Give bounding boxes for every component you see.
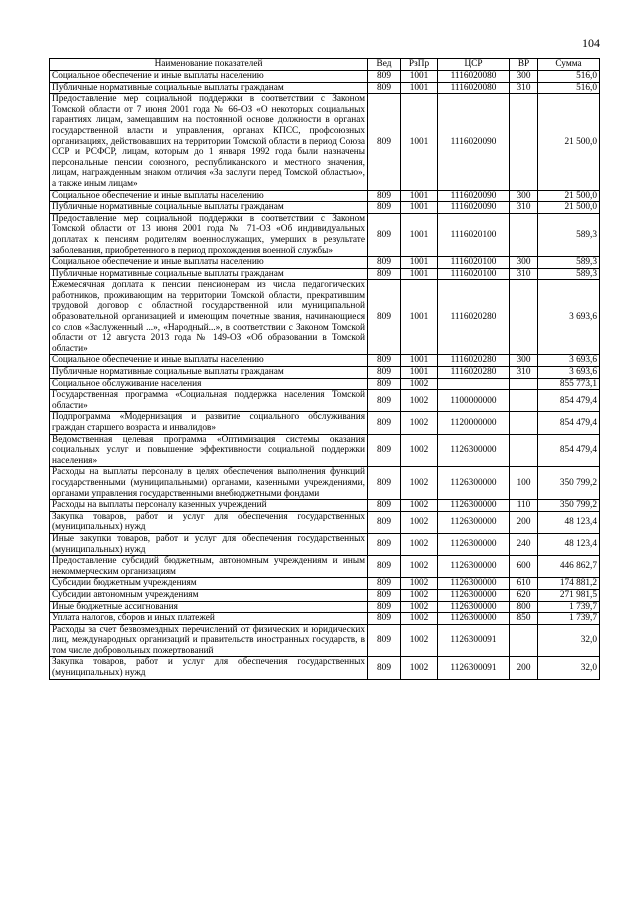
row-ved: 809 <box>368 578 401 590</box>
row-name: Социальное обеспечение и иные выплаты населению <box>50 355 368 367</box>
row-sum: 1 739,7 <box>538 601 600 613</box>
row-ved: 809 <box>368 500 401 512</box>
row-csr: 1120000000 <box>438 412 510 434</box>
row-rzpr: 1002 <box>401 434 438 467</box>
row-rzpr: 1002 <box>401 533 438 555</box>
row-ved: 809 <box>368 367 401 379</box>
row-ved: 809 <box>368 257 401 269</box>
table-row <box>50 657 600 679</box>
row-ved: 809 <box>368 390 401 412</box>
row-name: Подпрограмма «Модернизация и развитие социального обслуживания граждан старшего возраста и инвалидов» <box>50 412 368 434</box>
row-ved: 809 <box>368 280 401 355</box>
row-csr: 1126300000 <box>438 589 510 601</box>
row-csr: 1126300000 <box>438 613 510 625</box>
row-vr <box>510 213 538 256</box>
row-rzpr: 1001 <box>401 355 438 367</box>
row-rzpr: 1001 <box>401 94 438 190</box>
table-row <box>50 82 600 94</box>
row-ved: 809 <box>368 412 401 434</box>
row-ved: 809 <box>368 434 401 467</box>
row-ved: 809 <box>368 624 401 657</box>
budget-table <box>49 58 600 680</box>
row-ved: 809 <box>368 202 401 214</box>
row-rzpr: 1001 <box>401 71 438 83</box>
row-sum: 21 500,0 <box>538 94 600 190</box>
row-rzpr: 1002 <box>401 511 438 533</box>
row-vr: 300 <box>510 190 538 202</box>
row-rzpr: 1002 <box>401 500 438 512</box>
row-csr: 1116020280 <box>438 280 510 355</box>
row-sum: 1 739,7 <box>538 613 600 625</box>
row-rzpr: 1002 <box>401 601 438 613</box>
row-vr: 110 <box>510 500 538 512</box>
row-vr: 240 <box>510 533 538 555</box>
row-csr: 1116020100 <box>438 257 510 269</box>
row-name: Субсидии автономным учреждениям <box>50 589 368 601</box>
table-row <box>50 71 600 83</box>
row-rzpr: 1002 <box>401 556 438 578</box>
row-name: Расходы на выплаты персоналу в целях обеспечения выполнения функций государственными (муниципальными) органами, казенными учреждениями, органами управления государственными внебюджетными фондами <box>50 467 368 500</box>
column-header-csr: ЦСР <box>438 59 510 71</box>
row-ved: 809 <box>368 213 401 256</box>
row-vr: 310 <box>510 367 538 379</box>
row-csr: 1116020100 <box>438 213 510 256</box>
row-rzpr: 1002 <box>401 657 438 679</box>
row-ved: 809 <box>368 378 401 390</box>
row-rzpr: 1001 <box>401 82 438 94</box>
row-rzpr: 1001 <box>401 257 438 269</box>
table-row <box>50 202 600 214</box>
row-rzpr: 1001 <box>401 280 438 355</box>
row-name: Расходы за счет безвозмездных перечислений от физических и юридических лиц, международных организаций и правительств иностранных государств, в том числе добровольных пожертвований <box>50 624 368 657</box>
row-name: Публичные нормативные социальные выплаты гражданам <box>50 82 368 94</box>
row-name: Предоставление мер социальной поддержки в соответствии с Законом Томской области от 7 июня 2001 года № 66-ОЗ «О некоторых социальных гарантиях лицам, замещавшим на постоянной основе должности в органах государственной власти и управления, органах КПСС, профсоюзных организациях, действовавших на территории Томской области в период Союза ССР и РСФСР, лицам, которым до 1 января 1992 года были назначены персональные пенсии союзного, республиканского и местного значения, лицам, награжденным знаком отличия «За заслуги перед Томской областью», а также иным лицам» <box>50 94 368 190</box>
table-row <box>50 624 600 657</box>
row-vr <box>510 94 538 190</box>
row-name: Ведомственная целевая программа «Оптимизация системы оказания социальных услуг и повышение эффективности социальной поддержки населения» <box>50 434 368 467</box>
page-number: 104 <box>582 36 600 50</box>
row-sum: 855 773,1 <box>538 378 600 390</box>
row-vr: 310 <box>510 82 538 94</box>
row-sum: 854 479,4 <box>538 434 600 467</box>
table-row <box>50 601 600 613</box>
column-header-ved: Вед <box>368 59 401 71</box>
row-ved: 809 <box>368 268 401 280</box>
row-vr: 100 <box>510 467 538 500</box>
row-rzpr: 1001 <box>401 367 438 379</box>
row-sum: 350 799,2 <box>538 467 600 500</box>
row-name: Ежемесячная доплата к пенсии пенсионерам из числа педагогических работников, проживающим на территории Томской области, прекратившим трудовой договор с областной государственной или муниципальной образовательной организацией и имеющим почетные звания, начинающиеся со слов «Заслуженный ...», «Народный...», в соответствии с Законом Томской области от 12 августа 2013 года № 149-ОЗ «Об образовании в Томской области» <box>50 280 368 355</box>
row-csr: 1116020280 <box>438 367 510 379</box>
table-row <box>50 613 600 625</box>
row-rzpr: 1002 <box>401 467 438 500</box>
row-vr: 300 <box>510 257 538 269</box>
row-sum: 350 799,2 <box>538 500 600 512</box>
table-row <box>50 367 600 379</box>
table-row <box>50 556 600 578</box>
row-name: Социальное обеспечение и иные выплаты населению <box>50 71 368 83</box>
row-vr: 850 <box>510 613 538 625</box>
row-sum: 3 693,6 <box>538 280 600 355</box>
row-csr: 1116020100 <box>438 268 510 280</box>
row-rzpr: 1002 <box>401 390 438 412</box>
row-vr <box>510 434 538 467</box>
row-ved: 809 <box>368 601 401 613</box>
row-ved: 809 <box>368 467 401 500</box>
row-ved: 809 <box>368 556 401 578</box>
row-csr: 1116020090 <box>438 202 510 214</box>
row-name: Публичные нормативные социальные выплаты гражданам <box>50 367 368 379</box>
row-csr: 1126300000 <box>438 556 510 578</box>
row-name: Предоставление мер социальной поддержки в соответствии с Законом Томской области от 13 июня 2001 года № 71-ОЗ «Об индивидуальных доплатах к пенсиям родителям военнослужащих, умерших в результате заболевания, приобретенного в период прохождения военной службы» <box>50 213 368 256</box>
row-ved: 809 <box>368 190 401 202</box>
row-ved: 809 <box>368 533 401 555</box>
row-csr: 1116020090 <box>438 94 510 190</box>
table-row <box>50 434 600 467</box>
row-sum: 32,0 <box>538 657 600 679</box>
row-vr: 300 <box>510 71 538 83</box>
row-rzpr: 1002 <box>401 378 438 390</box>
row-ved: 809 <box>368 657 401 679</box>
table-row <box>50 533 600 555</box>
row-vr: 600 <box>510 556 538 578</box>
row-csr: 1126300000 <box>438 601 510 613</box>
row-vr: 200 <box>510 657 538 679</box>
row-sum: 854 479,4 <box>538 390 600 412</box>
row-vr: 300 <box>510 355 538 367</box>
row-rzpr: 1002 <box>401 412 438 434</box>
row-name: Расходы на выплаты персоналу казенных учреждений <box>50 500 368 512</box>
row-sum: 21 500,0 <box>538 190 600 202</box>
row-rzpr: 1001 <box>401 268 438 280</box>
row-sum: 516,0 <box>538 82 600 94</box>
row-rzpr: 1002 <box>401 589 438 601</box>
row-sum: 589,3 <box>538 268 600 280</box>
table-row <box>50 467 600 500</box>
row-csr: 1126300000 <box>438 578 510 590</box>
row-ved: 809 <box>368 613 401 625</box>
column-header-vr: ВР <box>510 59 538 71</box>
row-vr: 200 <box>510 511 538 533</box>
row-sum: 271 981,5 <box>538 589 600 601</box>
row-csr: 1116020090 <box>438 190 510 202</box>
column-header-name: Наименование показателей <box>50 59 368 71</box>
row-name: Социальное обеспечение и иные выплаты населению <box>50 190 368 202</box>
row-name: Субсидии бюджетным учреждениям <box>50 578 368 590</box>
row-name: Социальное обеспечение и иные выплаты населению <box>50 257 368 269</box>
row-sum: 48 123,4 <box>538 511 600 533</box>
table-row <box>50 280 600 355</box>
row-vr <box>510 378 538 390</box>
row-csr: 1126300091 <box>438 624 510 657</box>
row-csr <box>438 378 510 390</box>
row-csr: 1126300000 <box>438 434 510 467</box>
row-sum: 174 881,2 <box>538 578 600 590</box>
row-rzpr: 1002 <box>401 624 438 657</box>
table-row <box>50 589 600 601</box>
row-sum: 854 479,4 <box>538 412 600 434</box>
row-sum: 589,3 <box>538 257 600 269</box>
row-vr: 620 <box>510 589 538 601</box>
row-name: Публичные нормативные социальные выплаты гражданам <box>50 268 368 280</box>
row-sum: 589,3 <box>538 213 600 256</box>
row-ved: 809 <box>368 71 401 83</box>
row-csr: 1126300000 <box>438 500 510 512</box>
row-rzpr: 1001 <box>401 190 438 202</box>
row-vr: 310 <box>510 268 538 280</box>
table-row <box>50 412 600 434</box>
row-vr <box>510 390 538 412</box>
row-sum: 48 123,4 <box>538 533 600 555</box>
row-ved: 809 <box>368 589 401 601</box>
row-rzpr: 1002 <box>401 613 438 625</box>
row-csr: 1126300091 <box>438 657 510 679</box>
row-name: Уплата налогов, сборов и иных платежей <box>50 613 368 625</box>
row-rzpr: 1002 <box>401 578 438 590</box>
table-header-row <box>50 59 600 71</box>
row-vr: 310 <box>510 202 538 214</box>
table-row <box>50 94 600 190</box>
table-row <box>50 500 600 512</box>
row-ved: 809 <box>368 94 401 190</box>
row-sum: 516,0 <box>538 71 600 83</box>
column-header-sum: Сумма <box>538 59 600 71</box>
row-vr: 800 <box>510 601 538 613</box>
table-row <box>50 190 600 202</box>
row-name: Государственная программа «Социальная поддержка населения Томской области» <box>50 390 368 412</box>
row-name: Иные закупки товаров, работ и услуг для обеспечения государственных (муниципальных) нужд <box>50 533 368 555</box>
table-row <box>50 511 600 533</box>
row-name: Иные бюджетные ассигнования <box>50 601 368 613</box>
table-row <box>50 213 600 256</box>
row-csr: 1126300000 <box>438 467 510 500</box>
row-csr: 1126300000 <box>438 511 510 533</box>
row-csr: 1116020080 <box>438 82 510 94</box>
row-vr: 610 <box>510 578 538 590</box>
table-row <box>50 268 600 280</box>
table-row <box>50 578 600 590</box>
row-ved: 809 <box>368 82 401 94</box>
row-name: Закупка товаров, работ и услуг для обеспечения государственных (муниципальных) нужд <box>50 511 368 533</box>
row-ved: 809 <box>368 355 401 367</box>
table-row <box>50 390 600 412</box>
column-header-rzpr: РзПр <box>401 59 438 71</box>
table-row <box>50 355 600 367</box>
row-rzpr: 1001 <box>401 213 438 256</box>
row-csr: 1100000000 <box>438 390 510 412</box>
row-sum: 21 500,0 <box>538 202 600 214</box>
row-ved: 809 <box>368 511 401 533</box>
table-body <box>50 71 600 680</box>
row-csr: 1116020280 <box>438 355 510 367</box>
row-csr: 1126300000 <box>438 533 510 555</box>
row-sum: 3 693,6 <box>538 367 600 379</box>
row-name: Предоставление субсидий бюджетным, автономным учреждениям и иным некоммерческим организациям <box>50 556 368 578</box>
row-vr <box>510 624 538 657</box>
row-rzpr: 1001 <box>401 202 438 214</box>
table-row <box>50 378 600 390</box>
row-sum: 3 693,6 <box>538 355 600 367</box>
row-sum: 32,0 <box>538 624 600 657</box>
row-vr <box>510 280 538 355</box>
row-sum: 446 862,7 <box>538 556 600 578</box>
row-csr: 1116020080 <box>438 71 510 83</box>
row-name: Закупка товаров, работ и услуг для обеспечения государственных (муниципальных) нужд <box>50 657 368 679</box>
row-name: Социальное обслуживание населения <box>50 378 368 390</box>
table-row <box>50 257 600 269</box>
row-name: Публичные нормативные социальные выплаты гражданам <box>50 202 368 214</box>
row-vr <box>510 412 538 434</box>
